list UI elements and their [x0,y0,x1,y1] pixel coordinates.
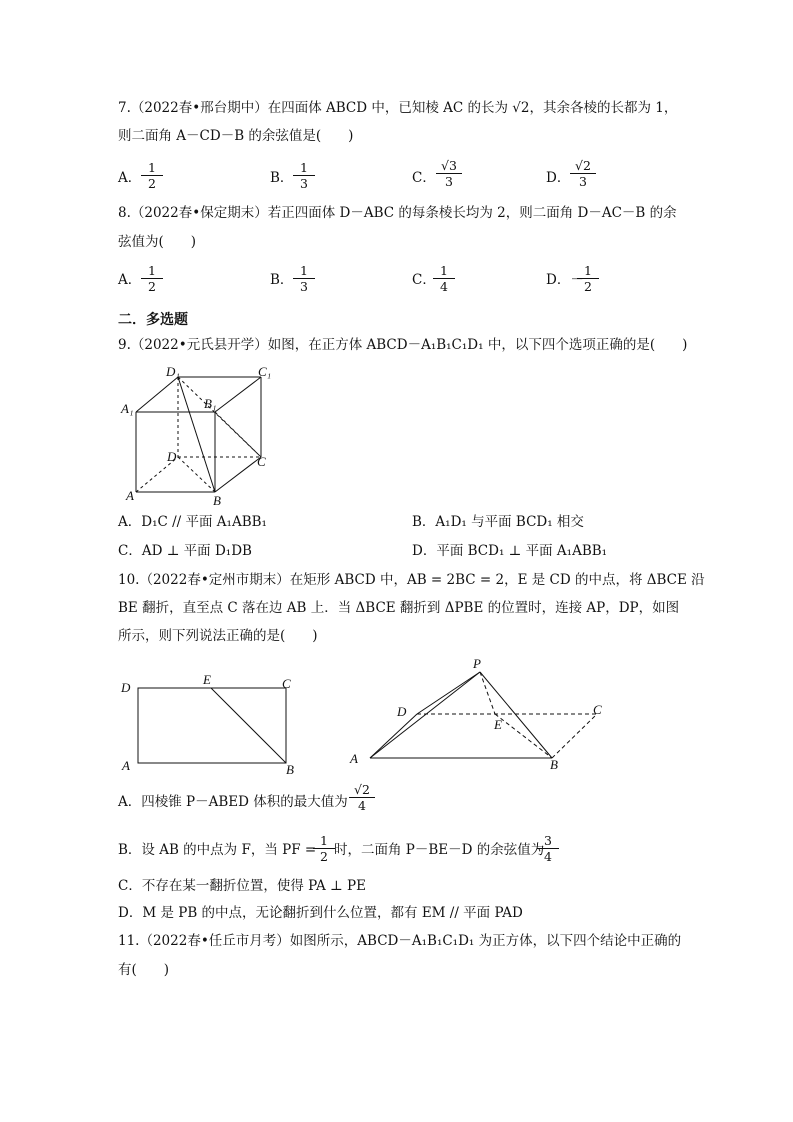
q10-option-b[interactable] [118,840,316,860]
label-d1: D₁ [166,364,180,379]
q10-option-b-text1: B．设 AB 的中点为 F，当 PF = [118,842,317,858]
q7-option-d-fraction: $\frac{√2}{3}$ [570,158,596,189]
label-b: B [550,757,558,772]
q7-stem-line1: 7.（2022春•邢台期中）在四面体 ABCD 中，已知棱 AC 的长为 √2，其余各棱的长都为 1， [118,100,678,116]
segment-d-p [417,672,480,714]
q7-stem-line2: 则二面角 A－CD－B 的余弦值是( ) [118,128,354,144]
label-d: D [397,704,407,719]
q7-option-a-fraction: $\frac{1}{2}$ [141,160,163,191]
q10-stem-line1: 10.（2022春•定州市期末）在矩形 ABCD 中，AB = 2BC = 2，E 是 CD 的中点，将 ΔBCE 沿 [118,572,705,588]
segment-e-b [211,688,286,763]
q8-option-b-fraction: $\frac{1}{3}$ [293,263,315,294]
label-e: E [203,672,211,687]
label-c: C [257,454,266,469]
label-d: D [167,449,177,464]
edge-b-c [215,457,261,492]
label-p: P [473,656,481,671]
q8-option-a-fraction: $\frac{1}{2}$ [141,263,163,294]
rect-abcd [138,688,286,763]
q10-option-c[interactable]: C．不存在某一翻折位置，使得 PA ⊥ PE [118,878,366,894]
q7-option-b[interactable]: B． [270,170,294,186]
q10-option-a[interactable]: A．四棱锥 P－ABED 体积的最大值为 [118,794,348,810]
q8-option-a[interactable]: A． [118,272,142,288]
q7-option-d[interactable]: D． [546,170,571,186]
label-a: A [122,758,130,773]
q8-stem-line1: 8.（2022春•保定期末）若正四面体 D－ABC 的每条棱长均为 2，则二面角 D－AC－B 的余 [118,205,677,221]
q7-option-b-fraction: $\frac{1}{3}$ [293,160,315,191]
q8-option-c[interactable]: C． [412,272,436,288]
q11-stem-line1: 11.（2022春•任丘市月考）如图所示，ABCD－A₁B₁C₁D₁ 为正方体，以下四个结论中正确的 [118,933,682,949]
segment-p-e [480,672,495,714]
label-c: C [593,702,602,717]
q10-stem-line2: BE 翻折，直至点 C 落在边 AB 上．当 ΔBCE 翻折到 ΔPBE 的位置时，连接 AP，DP，如图 [118,600,680,616]
q10-rectangle-figure [118,672,308,780]
segment-e-b [495,714,552,758]
edge-a1-d1 [136,377,178,412]
q10-option-b-fraction1: $\frac{1}{2}$ [313,833,335,864]
q9-cube-figure [118,362,278,510]
label-a: A [126,488,134,503]
label-e: E [494,717,502,732]
label-c: C [282,676,291,691]
edge-b1-c1 [215,377,261,412]
q8-option-b[interactable]: B． [270,272,294,288]
label-d: D [121,680,131,695]
q10-option-b-text2: 时，二面角 P－BE－D 的余弦值为 [334,842,545,858]
q8-stem-line2: 弦值为( ) [118,234,197,250]
label-b: B [213,493,221,508]
q10-folded-figure [345,652,615,774]
segment-a-p [370,672,480,758]
q10-option-d[interactable]: D．M 是 PB 的中点，无论翻折到什么位置，都有 EM // 平面 PAD [118,905,523,921]
label-a1: A₁ [121,401,134,416]
label-a: A [350,751,358,766]
q8-option-d[interactable]: D．－ [546,272,584,288]
q9-option-b[interactable]: B．A₁D₁ 与平面 BCD₁ 相交 [412,514,584,530]
q9-option-d[interactable]: D．平面 BCD₁ ⊥ 平面 A₁ABB₁ [412,543,608,559]
q9-stem-line1: 9.（2022•元氏县开学）如图，在正方体 ABCD－A₁B₁C₁D₁ 中，以下四个选项正确的是( ) [118,337,688,353]
q9-option-c[interactable]: C．AD ⊥ 平面 D₁DB [118,543,252,559]
q8-option-c-fraction: $\frac{1}{4}$ [433,263,455,294]
q10-stem-line3: 所示，则下列说法正确的是( ) [118,628,318,644]
q7-option-a[interactable]: A． [118,170,142,186]
label-c1: C₁ [258,364,272,379]
segment-b-c [552,714,597,758]
q7-option-c[interactable]: C． [412,170,436,186]
segment-a-d [370,714,417,758]
section-heading-multiple-choice: 二．多选题 [118,312,188,328]
q11-stem-line2: 有( ) [118,962,170,978]
q7-option-c-fraction: $\frac{√3}{3}$ [436,158,462,189]
q9-option-a[interactable]: A．D₁C // 平面 A₁ABB₁ [118,514,267,530]
label-b: B [286,762,294,777]
segment-p-b [480,672,552,758]
q10-option-b-fraction2: $\frac{3}{4}$ [537,833,559,864]
q8-option-d-fraction: $\frac{1}{2}$ [577,263,599,294]
q10-option-a-fraction: $\frac{√2}{4}$ [349,782,375,813]
label-b1: B₁ [204,396,217,411]
